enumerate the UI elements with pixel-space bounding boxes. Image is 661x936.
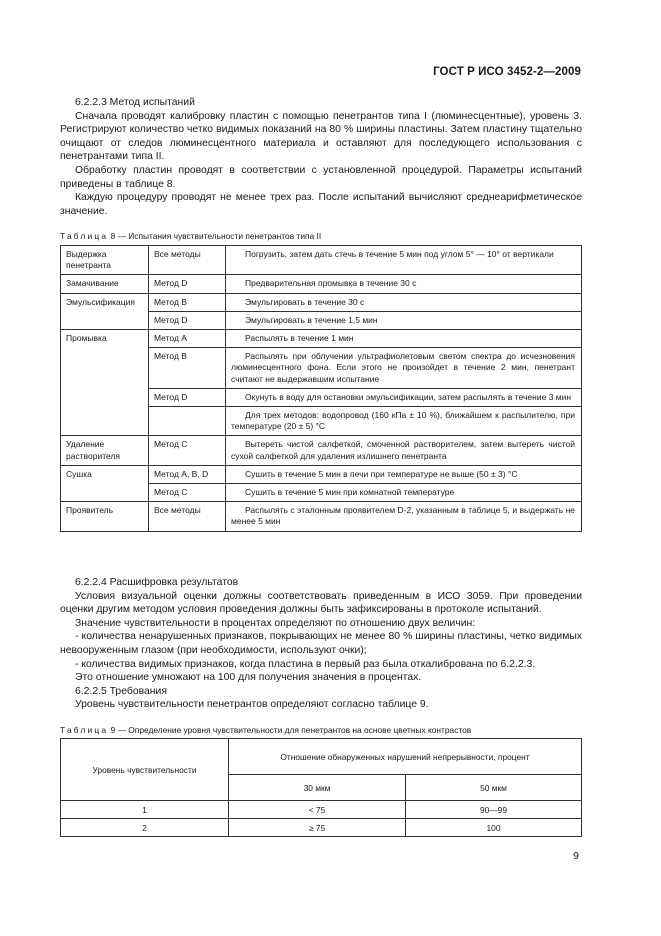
caption-word: Таблица [60,725,109,735]
table-cell: Все методы [149,246,226,275]
table-cell: Вытереть чистой салфеткой, смоченной растворителем, затем вытереть чистой сухой салфеткой для удаления излишнего пенетранта [226,436,582,465]
table-cell: 100 [406,819,582,837]
table-cell: Метод A [149,330,226,348]
table-cell: Сушка [61,465,149,501]
table-header-cell: Уровень чувствительности [61,739,229,801]
table-cell: Метод D [149,388,226,406]
table-cell: Все методы [149,502,226,531]
table-cell: Метод C [149,484,226,502]
list-item: - количества ненарушенных признаков, покрывающих не менее 80 % ширины пластины, четко видимых невооруженным глазом (при необходимости, используют очки); [60,631,582,656]
table-cell: Погрузить, затем дать стечь в течение 5 мин под углом 5° — 10° от вертикали [226,246,582,275]
caption-word: Таблица [60,231,109,241]
table-cell: Окунуть в воду для остановки эмульсификации, затем распылять в течение 3 мин [226,388,582,406]
table-cell: 90—99 [406,801,582,819]
caption-text: 8 — Испытания чувствительности пенетрантов типа II [110,231,322,241]
paragraph: Каждую процедуру проводят не менее трех раз. После испытаний вычисляют среднеарифметическое значение. [60,192,582,217]
caption-text: 9 — Определение уровня чувствительности для пенетрантов на основе цветных контрастов [110,725,472,735]
table-cell: Сушить в течение 5 мин в печи при температуре не выше (50 ± 3) °C [226,465,582,483]
table-header-cell: 50 мкм [406,775,582,801]
table-cell: Для трех методов: водопровод (160 кПа ± 10 %), ближайшем к распылителю, при температуре (20 ± 5) °C [226,407,582,436]
paragraph: Это отношение умножают на 100 для получения значения в процентах. [75,672,422,684]
section-6223 [60,96,582,218]
paragraph: Уровень чувствительности пенетрантов определяют согласно таблице 9. [75,699,429,711]
section-title-6225: 6.2.2.5 Требования [75,685,167,697]
table-cell: Промывка [61,330,149,436]
table-row [61,246,582,275]
page-number: 9 [573,850,579,862]
table-cell: 1 [61,801,229,819]
table-cell: ≥ 75 [229,819,406,837]
paragraph: Значение чувствительности в процентах определяют по отношению двух величин: [75,617,476,629]
table-cell: Метод B [149,293,226,311]
table-cell: Метод B [149,348,226,389]
table-cell: Метод D [149,275,226,293]
table-header-cell: Отношение обнаруженных нарушений непрерывности, процент [229,739,582,775]
table-cell: Эмульгировать в течение 30 с [226,293,582,311]
table-row [61,465,582,483]
paragraph: Сначала проводят калибровку пластин с помощью пенетрантов типа I (люминесцентные), уровень 3. Регистрируют количество четко видимых показаний на 80 % ширины пластины. Затем пластину тщательно очищают от следов люминесцентного материала и оставляют для последующего использования с пенетрантами типа II. [60,110,582,163]
paragraph: Условия визуальной оценки должны соответствовать приведенным в ИСО 3059. При проведении оценки другим методом условия проведения должны быть зафиксированы в протоколе испытаний. [60,590,582,616]
section-6224 [60,576,582,712]
table-header-row [61,739,582,775]
table-cell: Замачивание [61,275,149,293]
table-row [61,436,582,465]
table-header-cell: 30 мкм [229,775,406,801]
table-cell: Метод C [149,436,226,465]
section-title-6223: 6.2.2.3 Метод испытаний [75,97,195,108]
table-row [61,293,582,311]
table-row [61,801,582,819]
table8-caption [60,231,321,241]
table-cell: Распылять в течение 1 мин [226,330,582,348]
table-cell: < 75 [229,801,406,819]
table-cell: Предварительная промывка в течение 30 с [226,275,582,293]
table-cell: Выдержка пенетранта [61,246,149,275]
paragraph: Обработку пластин проводят в соответствии с установленной процедурой. Параметры испытаний приведены в таблице 8. [60,164,582,190]
table-cell: Сушить в течение 5 мин при комнатной температуре [226,484,582,502]
table-row [61,275,582,293]
section-title-6224: 6.2.2.4 Расшифровка результатов [75,577,239,588]
table-cell: Метод D [149,311,226,329]
table-cell: 2 [61,819,229,837]
table-row [61,330,582,348]
table-cell: Распылять при облучении ультрафиолетовым светом спектра до исчезновения люминесцентного фона. Если этого не произойдет в течение 2 мин, пенетрант считают не выдержавшим испытание [226,348,582,389]
table-row [61,502,582,531]
table-cell: Эмульсификация [61,293,149,329]
table-cell: Удаление растворителя [61,436,149,465]
table-row [61,819,582,837]
table-cell: Распылять с эталонным проявителем D-2, указанным в таблице 5, и выдержать не менее 5 мин [226,502,582,531]
list-item: - количества видимых признаков, когда пластина в первый раз была откалибрована по 6.2.2.3. [75,658,536,670]
table-cell: Метод A, B, D [149,465,226,483]
table-cell: Проявитель [61,502,149,531]
document-code-header: ГОСТ Р ИСО 3452-2—2009 [433,66,581,78]
table-cell: Эмульгировать в течение 1,5 мин [226,311,582,329]
table-9 [60,738,582,837]
table9-caption [60,725,471,735]
table-cell [149,407,226,436]
table-8 [60,245,582,532]
